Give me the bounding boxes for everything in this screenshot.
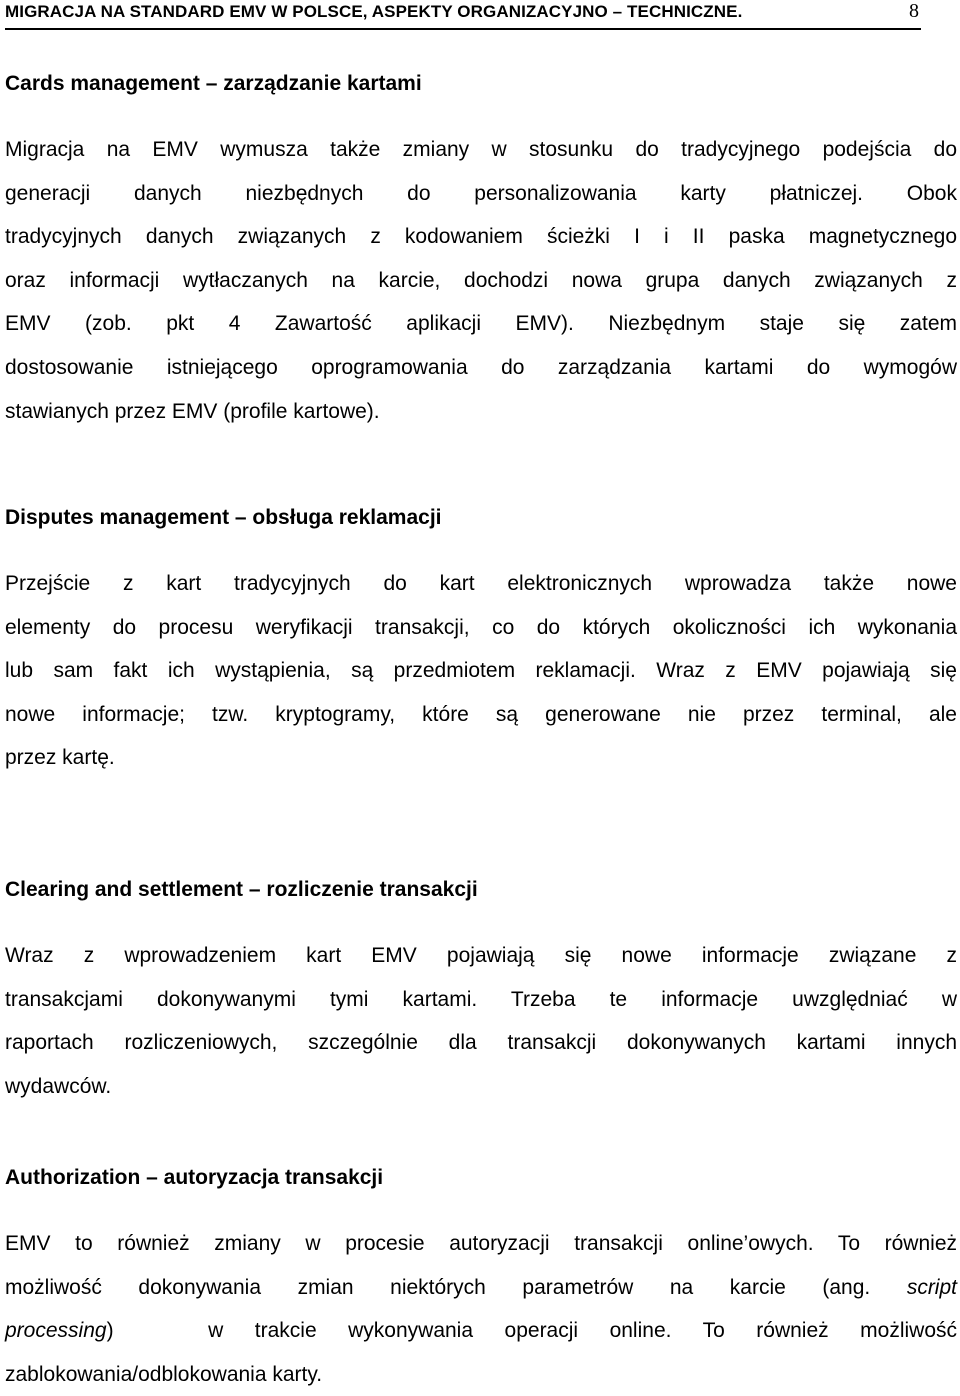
- section-authorization: [5, 1166, 957, 1396]
- paragraph-line: Wraz z wprowadzeniem kart EMV pojawiają się nowe informacje związane z: [5, 944, 957, 967]
- closing-paren: ): [106, 1319, 114, 1343]
- paragraph-line: Migracja na EMV wymusza także zmiany w stosunku do tradycyjnego podejścia do: [5, 138, 957, 161]
- document-title: MIGRACJA NA STANDARD EMV W POLSCE, ASPEKTY ORGANIZACYJNO – TECHNICZNE.: [5, 2, 743, 21]
- paragraph-line: [5, 1266, 957, 1310]
- paragraph-line: transakcjami dokonywanymi tymi kartami. Trzeba te informacje uwzględniać w: [5, 987, 957, 1011]
- paragraph-line: oraz informacji wytłaczanych na karcie, dochodzi nowa grupa danych związanych z: [5, 268, 957, 292]
- paragraph-line: [5, 1309, 957, 1353]
- section-body: [5, 1222, 957, 1396]
- italic-term: script: [906, 1275, 957, 1299]
- running-header: [5, 0, 921, 30]
- section-cards-management: [5, 72, 957, 433]
- paragraph-line: przez kartę.: [5, 746, 115, 770]
- paragraph-line: Przejście z kart tradycyjnych do kart elektronicznych wprowadza także nowe: [5, 572, 957, 595]
- paragraph-line: lub sam fakt ich wystąpienia, są przedmiotem reklamacji. Wraz z EMV pojawiają się: [5, 659, 957, 683]
- paragraph-line: EMV to również zmiany w procesie autoryzacji transakcji online’owych. To również: [5, 1232, 957, 1255]
- section-body: [5, 128, 957, 433]
- section-heading: Clearing and settlement – rozliczenie transakcji: [5, 878, 478, 901]
- line-text: w trakcie wykonywania operacji online. To również możliwość: [208, 1319, 957, 1343]
- page-number: 8: [909, 0, 919, 22]
- section-heading: Disputes management – obsługa reklamacji: [5, 506, 442, 529]
- paragraph-line: elementy do procesu weryfikacji transakcji, co do których okoliczności ich wykonania: [5, 615, 957, 639]
- paragraph-line: generacji danych niezbędnych do personalizowania karty płatniczej. Obok: [5, 181, 957, 205]
- section-disputes-management: [5, 506, 957, 780]
- section-heading: Authorization – autoryzacja transakcji: [5, 1166, 384, 1189]
- paragraph-line: raportach rozliczeniowych, szczególnie dla transakcji dokonywanych kartami innych: [5, 1031, 957, 1055]
- paragraph-line: zablokowania/odblokowania karty.: [5, 1362, 323, 1386]
- italic-term: processing: [5, 1319, 107, 1343]
- paragraph-line: stawianych przez EMV (profile kartowe).: [5, 399, 380, 423]
- section-body: [5, 934, 957, 1108]
- paragraph-line: EMV (zob. pkt 4 Zawartość aplikacji EMV). Niezbędnym staje się zatem: [5, 312, 957, 336]
- section-body: [5, 562, 957, 780]
- paragraph-line: dostosowanie istniejącego oprogramowania do zarządzania kartami do wymogów: [5, 355, 957, 379]
- paragraph-line: nowe informacje; tzw. kryptogramy, które są generowane nie przez terminal, ale: [5, 702, 957, 726]
- line-text: możliwość dokonywania zmian niektórych parametrów na karcie (ang.: [5, 1275, 871, 1299]
- document-page: [5, 0, 957, 1386]
- section-clearing-settlement: [5, 878, 957, 1108]
- paragraph-line: tradycyjnych danych związanych z kodowaniem ścieżki I i II paska magnetycznego: [5, 225, 957, 249]
- paragraph-line: wydawców.: [5, 1074, 112, 1098]
- section-heading: Cards management – zarządzanie kartami: [5, 72, 422, 95]
